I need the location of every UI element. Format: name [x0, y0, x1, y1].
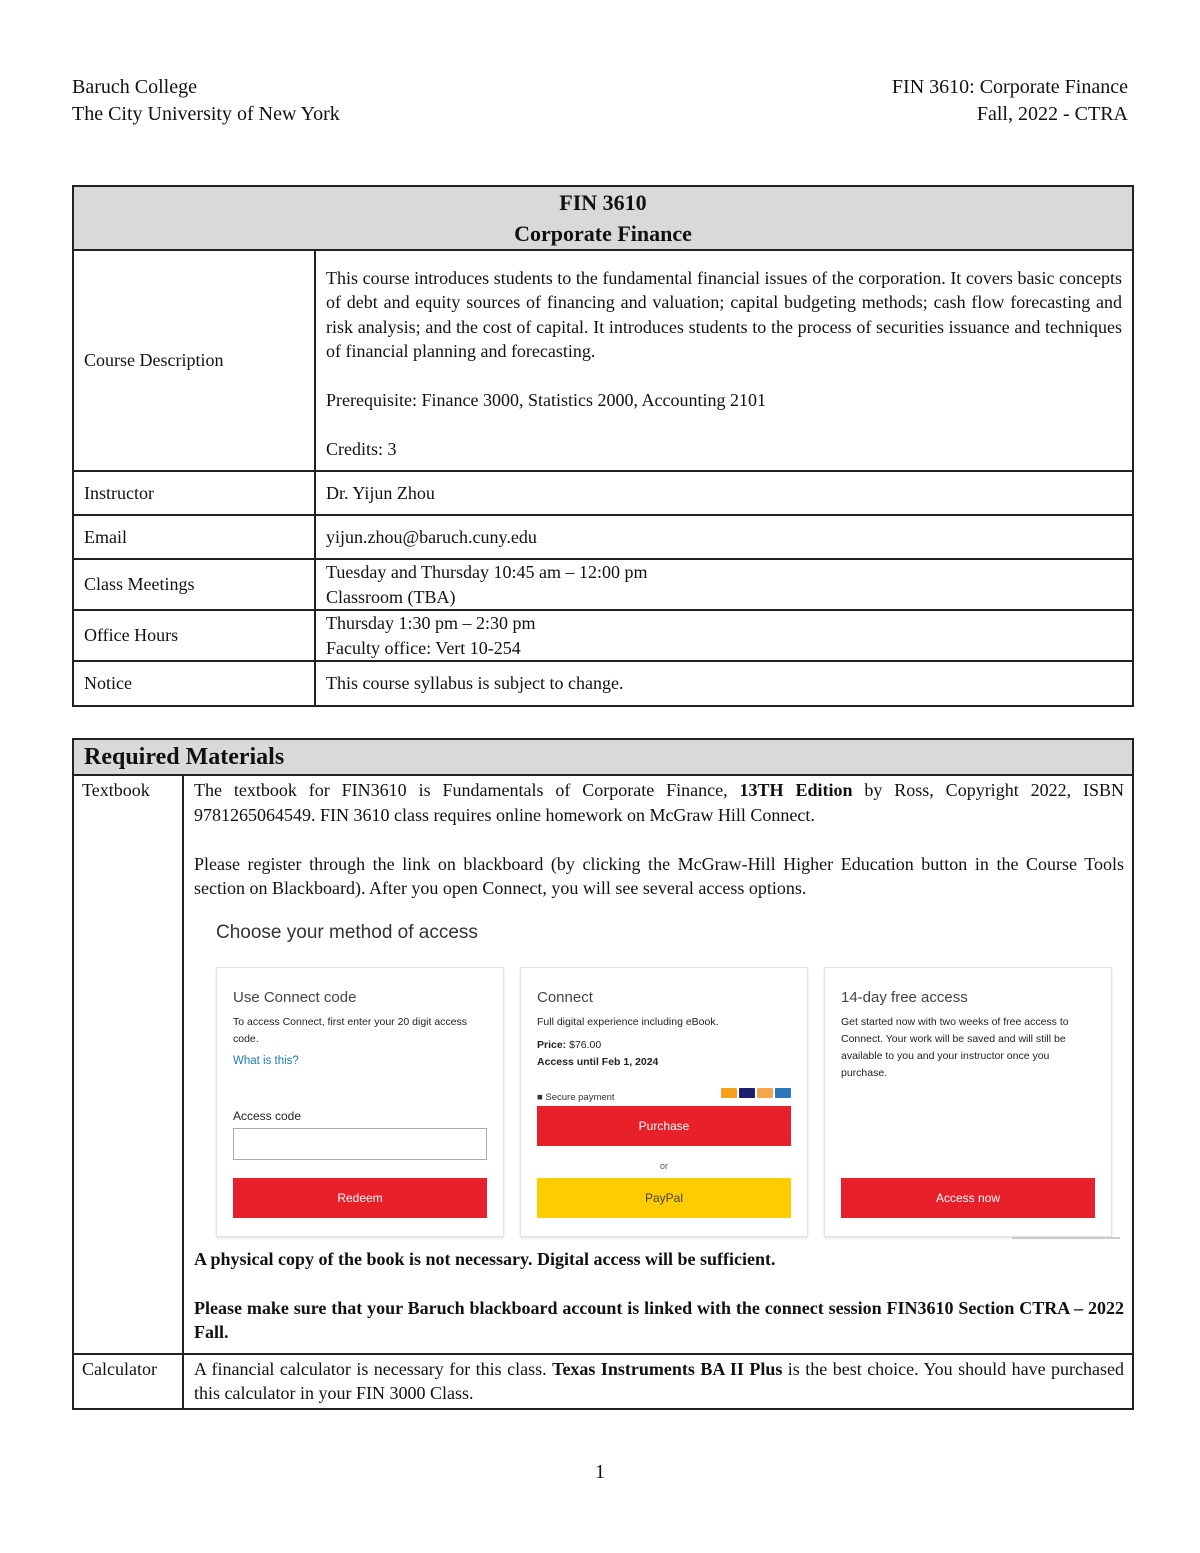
university-name: The City University of New York	[72, 103, 340, 125]
paypal-button[interactable]: PayPal	[537, 1178, 791, 1218]
course-title-cell	[73, 186, 1133, 250]
blackboard-link-note: Please make sure that your Baruch blackboard account is linked with the connect session FIN3610 Section CTRA – 2022 Fall.	[194, 1297, 1124, 1342]
course-header: FIN 3610: Corporate Finance	[891, 76, 1128, 98]
required-materials-table	[72, 738, 1134, 1410]
email-value[interactable]: yijun.zhou@baruch.cuny.edu	[315, 515, 1133, 559]
notice-value: This course syllabus is subject to change.	[315, 661, 1133, 706]
email-label: Email	[73, 515, 315, 559]
prerequisite: Prerequisite: Finance 3000, Statistics 2000, Accounting 2101	[326, 390, 766, 410]
card2-description: Full digital experience including eBook.	[537, 1015, 719, 1028]
office-hours-time: Thursday 1:30 pm – 2:30 pm	[326, 613, 536, 633]
access-options-screenshot	[194, 921, 1124, 1239]
term-header: Fall, 2022 - CTRA	[976, 103, 1128, 125]
physical-copy-note: A physical copy of the book is not necessary. Digital access will be sufficient.	[194, 1248, 776, 1269]
card1-description: To access Connect, first enter your 20 digit access code.	[233, 1015, 468, 1045]
card1-text	[233, 1014, 487, 1070]
connect-purchase-card	[520, 967, 808, 1237]
access-title: Choose your method of access	[216, 921, 478, 943]
header-right	[892, 74, 1128, 128]
card2-text	[537, 1014, 791, 1071]
college-name: Baruch College	[72, 76, 197, 98]
textbook-info	[194, 778, 1124, 827]
price-label: Price:	[537, 1038, 567, 1051]
free-access-card	[824, 967, 1112, 1237]
office-hours-label: Office Hours	[73, 610, 315, 661]
description-label: Course Description	[73, 250, 315, 471]
screenshot-edge	[1012, 1237, 1120, 1239]
what-is-this-link[interactable]: What is this?	[233, 1054, 299, 1067]
calculator-cell	[183, 1354, 1133, 1409]
access-until: Access until Feb 1, 2024	[537, 1055, 659, 1068]
notice-label: Notice	[73, 661, 315, 706]
access-code-label: Access code	[233, 1108, 302, 1123]
textbook-label: Textbook	[73, 775, 183, 1354]
card2-title: Connect	[537, 988, 593, 1006]
redeem-button[interactable]: Redeem	[233, 1178, 487, 1218]
textbook-text-a: The textbook for FIN3610 is Fundamentals of Corporate Finance,	[194, 780, 740, 800]
register-instructions: Please register through the link on blackboard (by clicking the McGraw-Hill Higher Education button in the Course Tools section on Blackboard). After you open Connect, you will see several access options.	[194, 853, 1124, 898]
meetings-label: Class Meetings	[73, 559, 315, 610]
access-code-input[interactable]	[233, 1128, 487, 1160]
lock-icon: ■	[537, 1091, 543, 1103]
purchase-button[interactable]: Purchase	[537, 1106, 791, 1146]
meetings-value	[315, 559, 1133, 610]
card1-title: Use Connect code	[233, 988, 357, 1006]
course-info-table	[72, 185, 1134, 707]
office-location: Faculty office: Vert 10-254	[326, 637, 521, 658]
meetings-room: Classroom (TBA)	[326, 586, 456, 607]
materials-title: Required Materials	[73, 739, 1133, 775]
price-value: $76.00	[569, 1038, 602, 1051]
calculator-model: Texas Instruments BA II Plus	[552, 1358, 783, 1379]
instructor-value: Dr. Yijun Zhou	[315, 471, 1133, 515]
or-separator: or	[659, 1160, 668, 1171]
meetings-time: Tuesday and Thursday 10:45 am – 12:00 pm	[326, 562, 648, 582]
header-left	[72, 74, 340, 128]
page-number: 1	[595, 1461, 605, 1483]
textbook-cell	[183, 775, 1133, 1354]
calculator-text-b: is the best choice. You should have purchased this calculator in your FIN 3000 Class.	[194, 1358, 1124, 1403]
office-hours-value	[315, 610, 1133, 661]
textbook-edition: 13TH Edition	[739, 780, 853, 800]
connect-code-card	[216, 967, 504, 1237]
calculator-text-a: A financial calculator is necessary for this class.	[194, 1358, 553, 1379]
textbook-text-b: by Ross, Copyright 2022, ISBN 9781265064549. FIN 3610 class requires online homework on McGraw Hill Connect.	[194, 780, 1125, 825]
card3-text: Get started now with two weeks of free access to Connect. Your work will be saved and will still be available to you and your instructor once you purchase.	[841, 1015, 1069, 1079]
secure-payment-text: Secure payment	[545, 1091, 615, 1103]
instructor-label: Instructor	[73, 471, 315, 515]
course-code: FIN 3610	[559, 190, 647, 215]
access-now-button[interactable]: Access now	[841, 1178, 1095, 1218]
description-cell	[315, 250, 1133, 471]
card3-title: 14-day free access	[841, 988, 968, 1006]
price-line	[537, 1037, 791, 1054]
course-name: Corporate Finance	[514, 221, 692, 246]
course-description: This course introduces students to the fundamental financial issues of the corporation. It covers basic concepts of debt and equity sources of financing and valuation; capital budgeting methods; cash flow forecasting and risk analysis; and the cost of capital. It introduces students to the process of securities issuance and techniques of financial planning and forecasting.	[326, 267, 1122, 361]
payment-cards-icon	[721, 1088, 791, 1098]
calculator-label: Calculator	[73, 1354, 183, 1409]
credits: Credits: 3	[326, 439, 397, 459]
